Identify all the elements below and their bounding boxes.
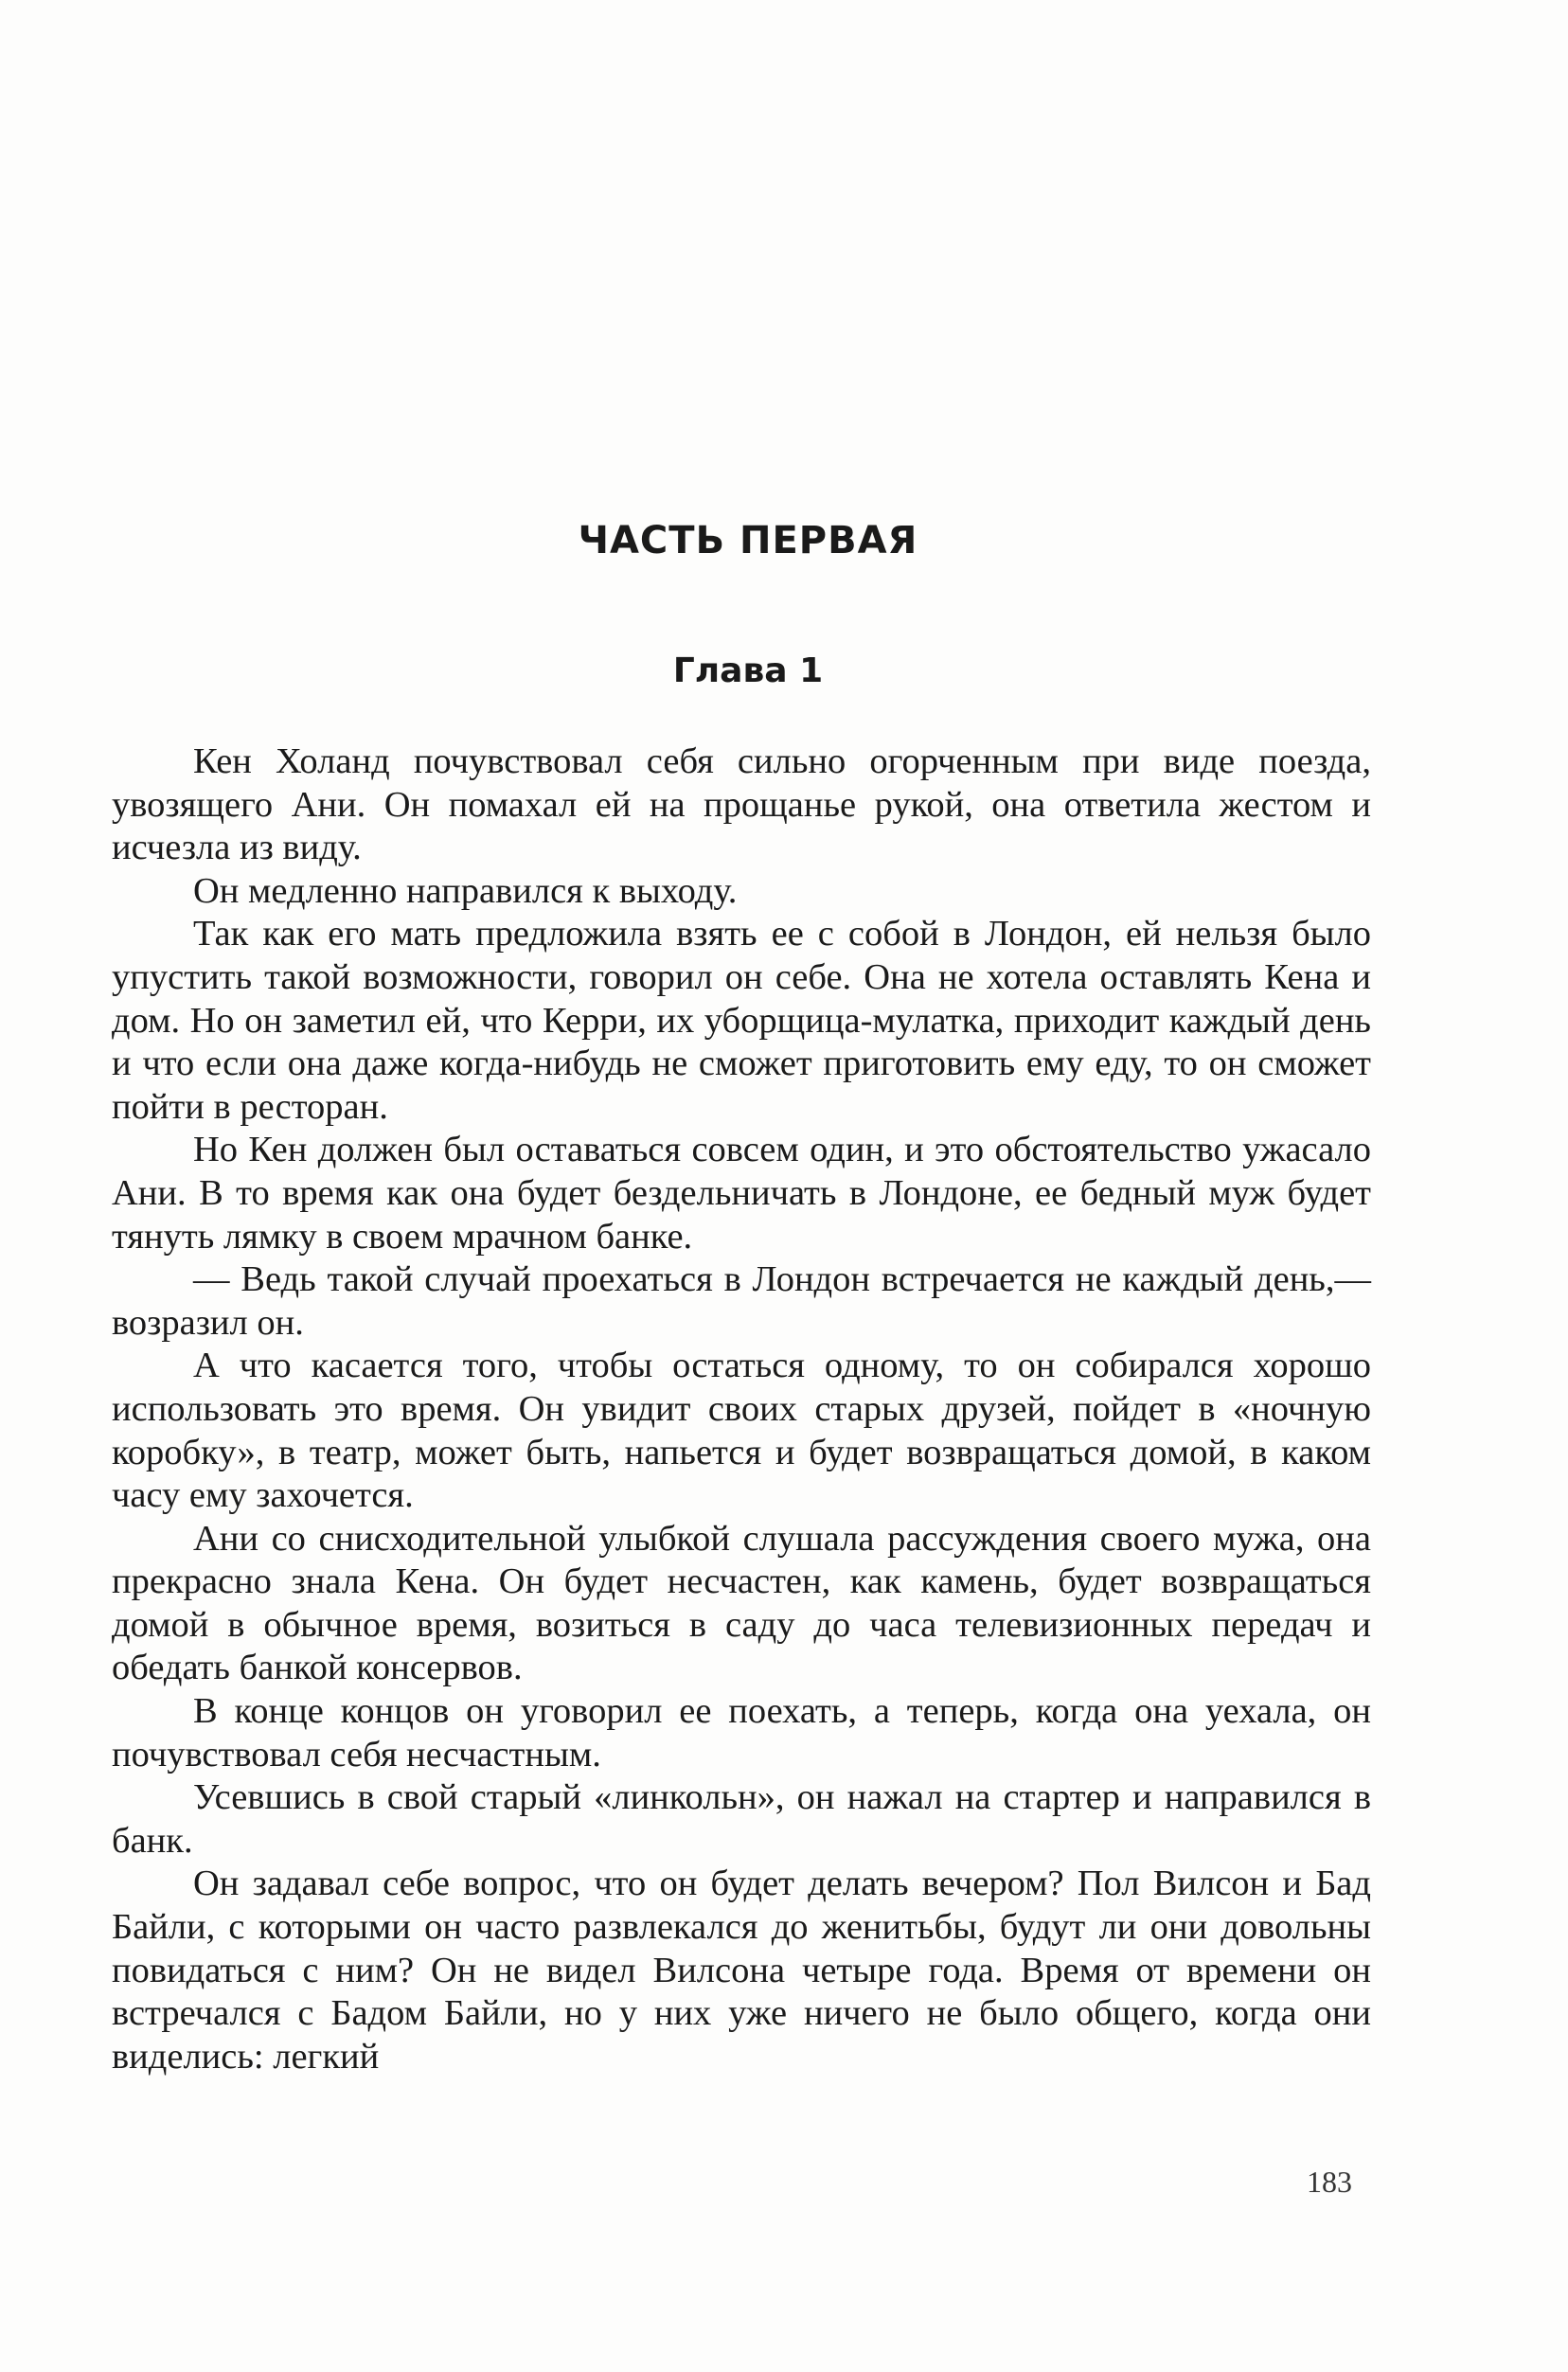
paragraph: — Ведь такой случай проехаться в Лондон встречается не каждый день,— возразил он. (112, 1259, 1371, 1343)
page-number: 183 (1307, 2165, 1352, 2199)
part-title: ЧАСТЬ ПЕРВАЯ (578, 519, 918, 562)
paragraph: А что касается того, чтобы остаться одному, то он собирался хорошо использовать это время. Он увидит своих старых друзей, пойдет в «ночную коробку», в театр, может быть, напьется и будет возвращаться домой, в каком часу ему захочется. (112, 1346, 1371, 1516)
paragraph: Кен Холанд почувствовал себя сильно огорченным при виде поезда, увозящего Ани. Он помахал ей на прощанье рукой, она ответила жестом и исчезла из виду. (112, 741, 1371, 868)
paragraph: В конце концов он уговорил ее поехать, а теперь, когда она уехала, он почувствовал себя несчастным. (112, 1691, 1371, 1775)
paragraph: Так как его мать предложила взять ее с собой в Лондон, ей нельзя было упустить такой возможности, говорил он себе. Она не хотела оставлять Кена и дом. Но он заметил ей, что Керри, их уборщица-мулатка, приходит каждый день и что если она даже когда-нибудь не сможет приготовить ему еду, то он сможет пойти в ресторан. (112, 914, 1371, 1127)
paragraph: Но Кен должен был оставаться совсем один, и это обстоятельство ужасало Ани. В то время как она будет бездельничать в Лондоне, ее бедный муж будет тянуть лямку в своем мрачном банке. (112, 1130, 1371, 1257)
paragraph: Усевшись в свой старый «линкольн», он нажал на стартер и направился в банк. (112, 1777, 1371, 1861)
paragraph: Он медленно направился к выходу. (193, 870, 738, 911)
chapter-title: Глава 1 (672, 651, 824, 690)
paragraph: Ани со снисходительной улыбкой слушала рассуждения своего мужа, она прекрасно знала Кена. Он будет несчастен, как камень, будет возвращаться домой в обычное время, возиться в саду до часа телевизионных передач и обедать банкой консервов. (112, 1518, 1371, 1688)
paragraph: Он задавал себе вопрос, что он будет делать вечером? Пол Вилсон и Бад Байли, с которыми он часто развлекался до женитьбы, будут ли они довольны повидаться с ним? Он не видел Вилсона четыре года. Время от времени он встречался с Бадом Байли, но у них уже ничего не было общего, когда они виделись: легкий (112, 1864, 1371, 2077)
body-text (112, 740, 1371, 2078)
